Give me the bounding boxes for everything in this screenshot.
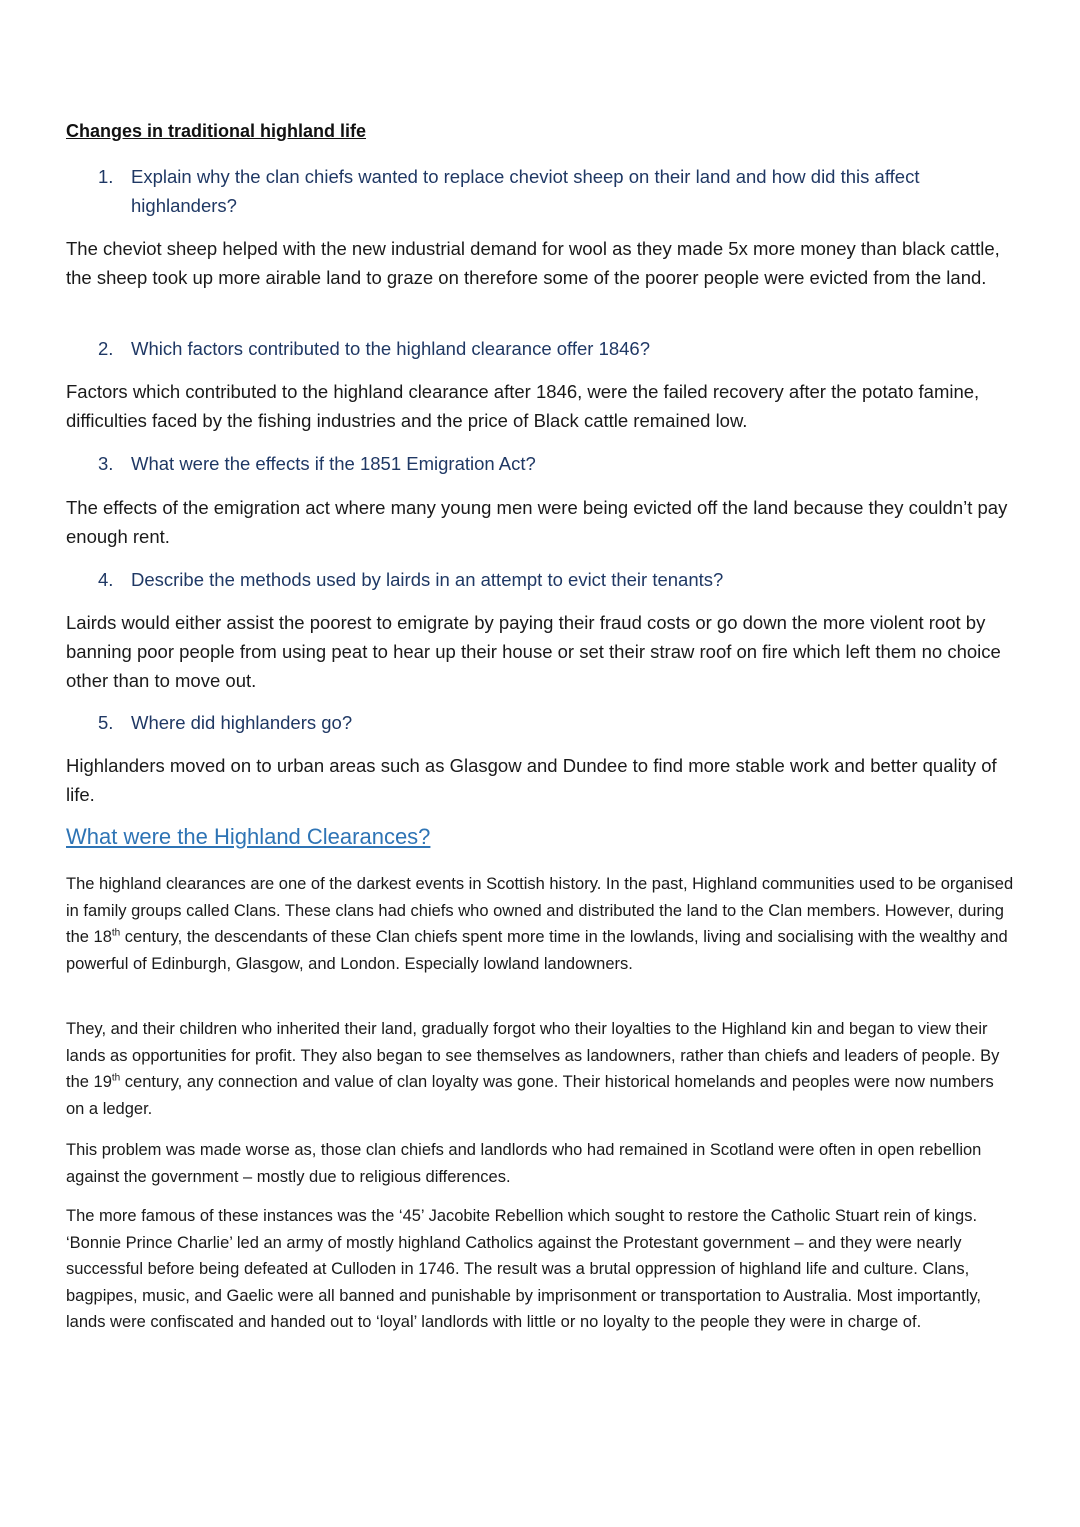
paragraph-3: This problem was made worse as, those clan chiefs and landlords who had remained in Scotland were often in open rebellion against the government – mostly due to religious differences.: [66, 1141, 982, 1186]
question-5: [98, 708, 998, 737]
section-title: What were the Highland Clearances?: [66, 824, 431, 849]
answer-5: Highlanders moved on to urban areas such as Glasgow and Dundee to find more stable work and better quality of life.: [66, 755, 997, 805]
question-number: 5.: [98, 712, 114, 733]
page-title: Changes in traditional highland life: [66, 121, 367, 141]
paragraph-text: The highland clearances are one of the darkest events in Scottish history. In the past, Highland communities used to be organised in family groups called Clans. These clans had chiefs who owned and distributed the land to the Clan members. However, during the 18: [66, 875, 1014, 946]
answer-4: Lairds would either assist the poorest to emigrate by paying their fraud costs or go down the more violent root by banning poor people from using peat to hear up their house or set their straw roof on fire which left them no choice other than to move out.: [66, 612, 1001, 691]
question-number: 3.: [98, 453, 114, 474]
paragraph-text: century, any connection and value of clan loyalty was gone. Their historical homelands and peoples were now numbers on a ledger.: [66, 1073, 994, 1118]
question-text: What were the effects if the 1851 Emigration Act?: [131, 453, 536, 474]
question-1: [98, 162, 998, 220]
paragraph-text: They, and their children who inherited their land, gradually forgot who their loyalties to the Highland kin and began to view their lands as opportunities for profit. They also began to see themselves as landowners, rather than chiefs and leaders of people. By the 19: [66, 1020, 1000, 1091]
paragraph-1: [66, 871, 1016, 977]
paragraph-2: [66, 1016, 1016, 1122]
question-number: 2.: [98, 338, 114, 359]
question-number: 1.: [98, 166, 114, 187]
question-3: [98, 449, 998, 478]
question-text: Where did highlanders go?: [131, 712, 353, 733]
answer-1: The cheviot sheep helped with the new industrial demand for wool as they made 5x more money than black cattle, the sheep took up more airable land to graze on therefore some of the poorer people were evicted from the land.: [66, 238, 1000, 288]
question-4: [98, 565, 998, 594]
question-text: Describe the methods used by lairds in an attempt to evict their tenants?: [131, 569, 724, 590]
question-2: [98, 334, 998, 363]
answer-2: Factors which contributed to the highland clearance after 1846, were the failed recovery after the potato famine, difficulties faced by the fishing industries and the price of Black cattle remained low.: [66, 381, 980, 431]
question-text: Explain why the clan chiefs wanted to replace cheviot sheep on their land and how did this affect highlanders?: [131, 166, 920, 216]
paragraph-4: The more famous of these instances was the ‘45’ Jacobite Rebellion which sought to restore the Catholic Stuart rein of kings. ‘Bonnie Prince Charlie’ led an army of mostly highland Catholics against the Protestant government – and they were nearly successful before being defeated at Culloden in 1746. The result was a brutal oppression of highland life and culture. Clans, bagpipes, music, and Gaelic were all banned and punishable by imprisonment or transportation to Australia. Most importantly, lands were confiscated and handed out to ‘loyal’ landlords with little or no loyalty to the people they were in charge of.: [66, 1207, 982, 1331]
superscript: th: [111, 927, 121, 939]
question-text: Which factors contributed to the highland clearance offer 1846?: [131, 338, 651, 359]
paragraph-text: century, the descendants of these Clan chiefs spent more time in the lowlands, living and socialising with the wealthy and powerful of Edinburgh, Glasgow, and London. Especially lowland landowners.: [66, 928, 1008, 973]
superscript: th: [111, 1072, 121, 1084]
answer-3: The effects of the emigration act where many young men were being evicted off the land because they couldn’t pay enough rent.: [66, 497, 1008, 547]
question-number: 4.: [98, 569, 114, 590]
